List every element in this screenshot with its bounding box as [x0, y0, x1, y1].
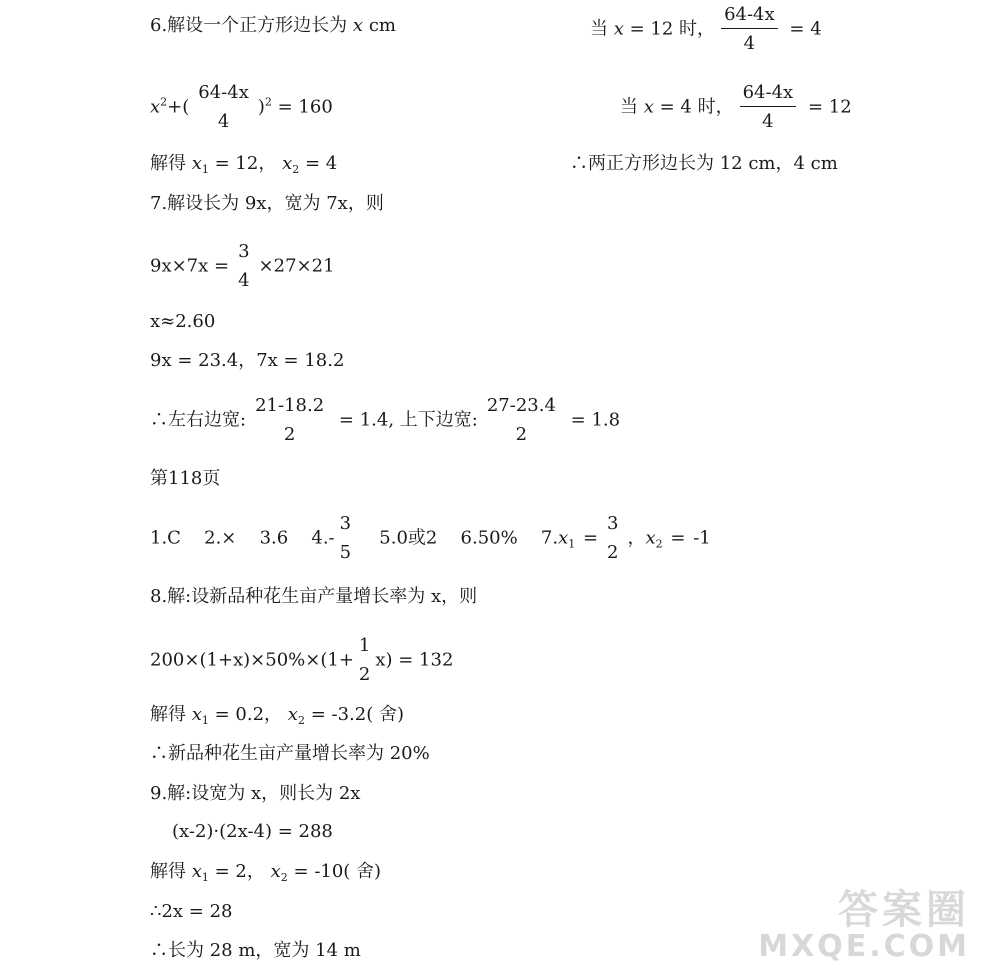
p7-margin-lr-fraction — [252, 397, 327, 444]
p6-case1-x: x — [613, 18, 624, 40]
p9-sol-x2-val: = -10( 舍) — [293, 861, 382, 882]
p6-eq-exp2: 2 — [264, 95, 272, 109]
ans-4-num: 3 — [339, 513, 352, 534]
ans-4-prefix: 4.- — [311, 527, 335, 549]
p6-case2-frac-num: 64-4x — [742, 82, 794, 103]
p6-case2-prefix: 当 — [620, 96, 638, 118]
p6-case1-mid: = 12 时， — [629, 18, 716, 40]
watermark — [758, 886, 970, 964]
ans-7-den: 2 — [607, 542, 619, 563]
p7-eq-rhs: ×27×21 — [258, 255, 335, 277]
p6-eq-frac-num: 64-4x — [198, 82, 249, 103]
page-label: 第118页 — [150, 468, 221, 489]
p8-conclusion: ∴新品种花生亩产量增长率为 20% — [150, 743, 430, 764]
ans-7-x2-sub: 2 — [655, 537, 663, 551]
ans-4-fraction — [337, 515, 354, 562]
ans-7-sep: ， — [627, 527, 646, 549]
p8-sol-x1-val: = 0.2， — [214, 704, 283, 725]
p9-conclusion: ∴长为 28 m，宽为 14 m — [150, 940, 361, 961]
p6-case1-frac-den: 4 — [721, 28, 778, 53]
p7-frac2-num: 27-23.4 — [486, 395, 556, 416]
p9-sol-label: 解得 — [150, 861, 186, 882]
answers-row — [150, 515, 711, 562]
p6-case2-rhs: = 12 — [807, 96, 852, 118]
p6-equation — [150, 84, 333, 131]
p8-eq-lhs: 200×(1+x)×50%×(1+ — [150, 649, 354, 671]
p9-sol-x1-val: = 2， — [214, 861, 265, 882]
ans-1: 1.C — [150, 527, 181, 549]
p8-eq-frac-num: 1 — [358, 635, 371, 656]
p6-eq-x: x — [150, 96, 161, 118]
p7-margins — [150, 397, 620, 444]
p6-title — [150, 17, 396, 35]
ans-7-prefix: 7. — [540, 527, 559, 549]
p6-title-var: x — [352, 15, 364, 36]
p8-sol-x1-sub: 1 — [201, 714, 209, 727]
p8-sol-x2-sub: 2 — [297, 714, 305, 727]
p6-case2-fraction — [740, 84, 797, 131]
p7-frac1-num: 21-18.2 — [255, 395, 325, 416]
p6-sol-x2: x — [282, 153, 293, 174]
ans-5: 5.0或2 — [379, 527, 438, 549]
p6-case1-prefix: 当 — [590, 18, 608, 40]
watermark-line2: MXQE.COM — [758, 928, 970, 964]
p8-eq-frac-den: 2 — [358, 664, 371, 685]
p6-sol-x1-val: = 12， — [214, 153, 277, 174]
p8-sol-x2-val: = -3.2( 舍) — [310, 704, 404, 725]
p7-eq-frac-den: 4 — [238, 270, 250, 291]
p7-approx: x≈2.60 — [150, 311, 216, 332]
p9-step: ∴2x = 28 — [150, 901, 233, 922]
p6-case2 — [620, 84, 852, 131]
p6-solution — [150, 155, 337, 175]
p9-equation: (x-2)·(2x-4) = 288 — [172, 821, 333, 842]
p6-case2-frac-den: 4 — [740, 106, 797, 131]
p6-eq-exp1: 2 — [160, 95, 168, 109]
p8-sol-label: 解得 — [150, 704, 186, 725]
p7-margin-lr-val: = 1.4, 上下边宽: — [338, 409, 478, 431]
p7-margin-lr-label: ∴左右边宽: — [150, 409, 247, 431]
p6-case1-fraction — [721, 6, 778, 53]
ans-7-x2: x — [645, 527, 656, 549]
p6-case1 — [590, 6, 822, 53]
p9-sol-x2: x — [270, 861, 281, 882]
p9-title: 9.解:设宽为 x，则长为 2x — [150, 783, 361, 804]
p9-solution — [150, 863, 381, 883]
p6-sol-x1-sub: 1 — [201, 163, 209, 176]
p6-eq-plus: +( — [167, 96, 190, 118]
p7-frac2-den: 2 — [515, 424, 528, 445]
p7-frac1-den: 2 — [283, 424, 296, 445]
ans-7-x2-val: = -1 — [670, 527, 711, 549]
p7-title: 7.解设长为 9x，宽为 7x，则 — [150, 193, 384, 214]
ans-6: 6.50% — [460, 527, 518, 549]
ans-3: 3.6 — [259, 527, 289, 549]
p8-title: 8.解:设新品种花生亩产量增长率为 x，则 — [150, 586, 478, 607]
p6-conclusion: ∴两正方形边长为 12 cm，4 cm — [570, 153, 838, 174]
p6-sol-x2-sub: 2 — [292, 163, 300, 176]
p6-eq-rhs: = 160 — [277, 96, 333, 118]
ans-2: 2.× — [204, 527, 237, 549]
p6-eq-rparen: ) — [257, 96, 265, 118]
ans-7-x1-sub: 1 — [568, 537, 576, 551]
p6-sol-label: 解得 — [150, 153, 186, 174]
ans-7-eq: = — [582, 527, 599, 549]
ans-7-num: 3 — [607, 513, 619, 534]
p7-eq-lhs: 9x×7x = — [150, 255, 230, 277]
p6-case1-rhs: = 4 — [789, 18, 822, 40]
p6-case2-mid: = 4 时， — [659, 96, 734, 118]
p9-sol-x2-sub: 2 — [280, 871, 288, 884]
p7-dims: 9x = 23.4，7x = 18.2 — [150, 350, 345, 371]
p8-solution — [150, 706, 404, 726]
watermark-line1: 答案圈 — [838, 886, 970, 933]
p6-case1-frac-num: 64-4x — [724, 4, 775, 25]
p6-sol-x1: x — [191, 153, 202, 174]
p8-sol-x1: x — [191, 704, 202, 725]
p7-equation — [150, 243, 335, 290]
p6-case2-x: x — [643, 96, 654, 118]
p7-margin-tb-val: = 1.8 — [570, 409, 621, 431]
p8-equation — [150, 637, 453, 684]
p7-eq-fraction — [235, 243, 252, 290]
p9-sol-x1-sub: 1 — [201, 871, 209, 884]
p7-eq-frac-num: 3 — [238, 241, 250, 262]
p6-title-text: 6.解设一个正方形边长为 — [150, 15, 348, 36]
p8-sol-x2: x — [287, 704, 298, 725]
p8-eq-fraction — [356, 637, 373, 684]
p8-eq-rhs: x) = 132 — [375, 649, 454, 671]
p7-margin-tb-fraction — [484, 397, 559, 444]
p9-sol-x1: x — [191, 861, 202, 882]
ans-4-den: 5 — [339, 542, 352, 563]
p6-eq-fraction — [195, 84, 252, 131]
ans-7-fraction — [604, 515, 621, 562]
ans-7-x1: x — [558, 527, 569, 549]
p6-sol-x2-val: = 4 — [304, 153, 338, 174]
p6-title-unit: cm — [368, 15, 396, 36]
p6-eq-frac-den: 4 — [217, 111, 230, 132]
